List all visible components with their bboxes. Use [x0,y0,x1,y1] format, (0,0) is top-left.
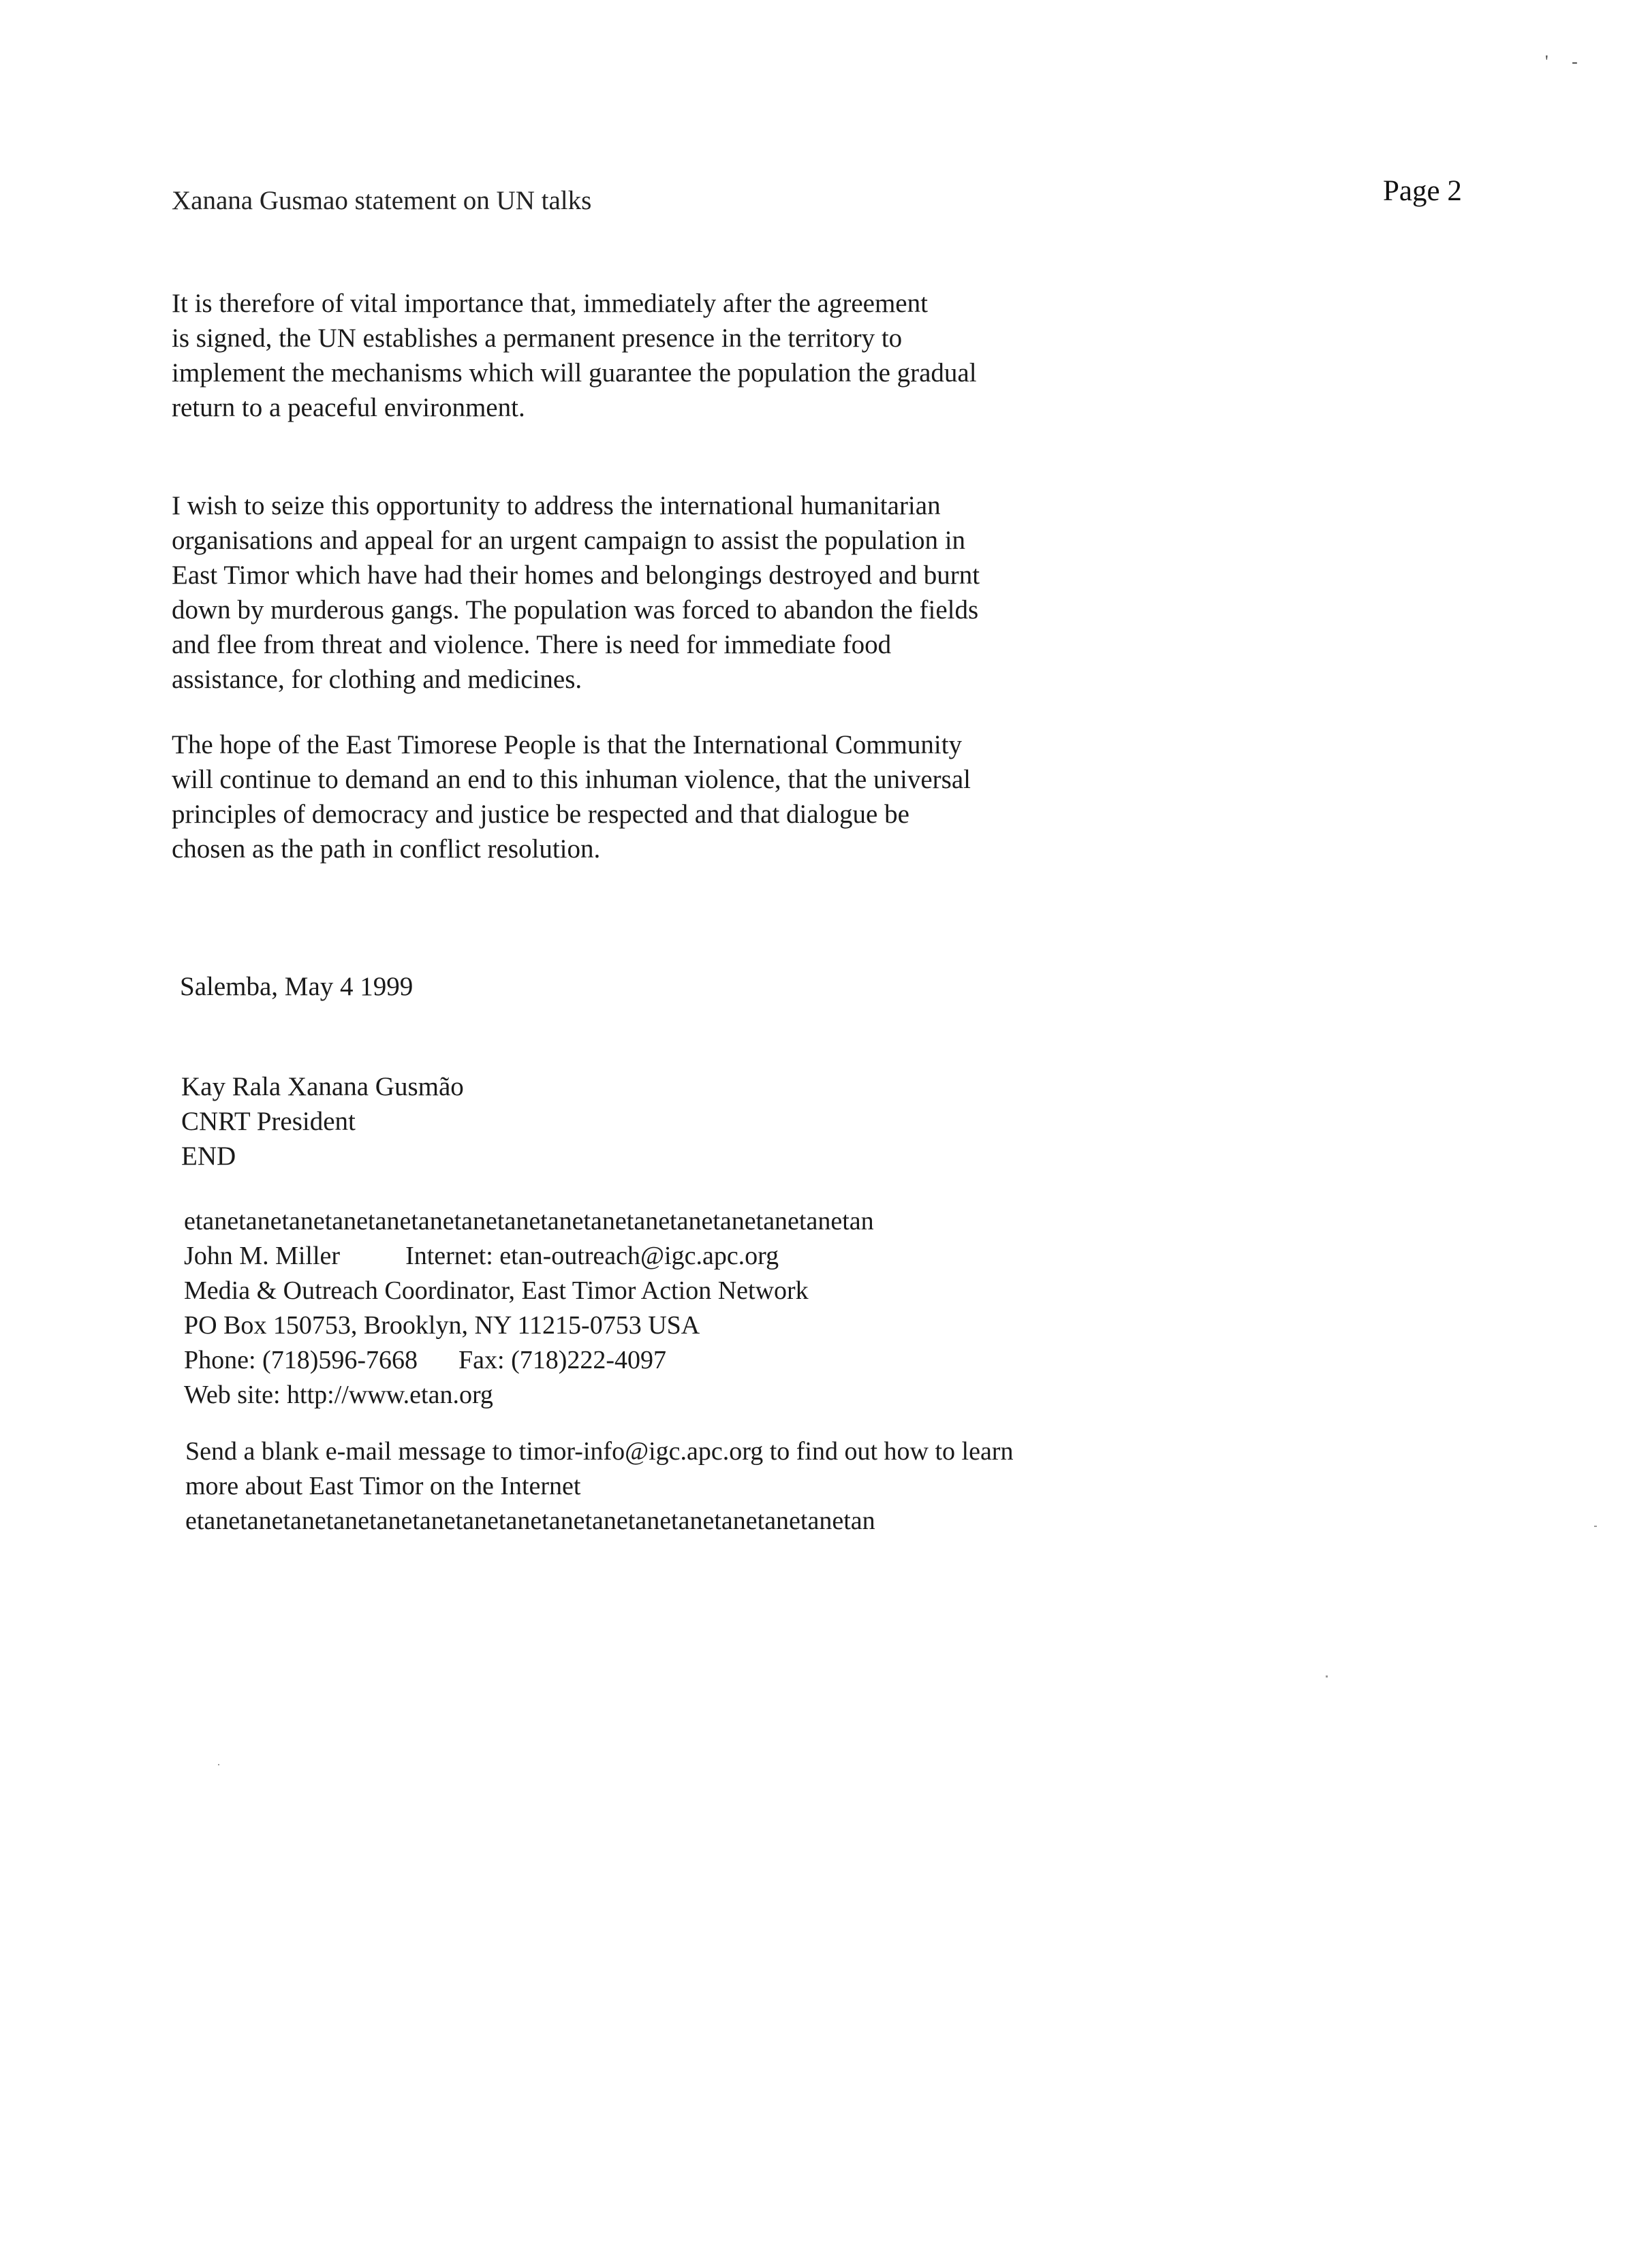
paragraph-line: principles of democracy and justice be respected and that dialogue be [172,800,909,829]
contact-title: Media & Outreach Coordinator, East Timor Action Network [184,1276,809,1305]
contact-email: Internet: etan-outreach@igc.apc.org [405,1242,779,1270]
paragraph-line: chosen as the path in conflict resolution. [172,834,601,864]
paragraph-line: assistance, for clothing and medicines. [172,665,582,694]
paragraph-line: return to a peaceful environment. [172,393,525,422]
paragraph-humanitarian-appeal [172,488,1139,697]
paragraph-line: East Timor which have had their homes and belongings destroyed and burnt [172,561,980,590]
signature-name: Kay Rala Xanana Gusmão [181,1072,464,1101]
scan-speck [1326,1675,1328,1678]
send-line: Send a blank e-mail message to timor-info@igc.apc.org to find out how to learn [185,1437,1014,1466]
paragraph-un-presence [172,286,1139,425]
paragraph-line: and flee from threat and violence. There is need for immediate food [172,630,892,659]
separator-top: etanetanetanetanetanetanetanetanetanetanetanetanetanetanetanetan [184,1207,874,1235]
contact-phone: Phone: (718)596-7668 [184,1346,418,1374]
separator-bottom: etanetanetanetanetanetanetanetanetanetanetanetanetanetanetanetan [185,1507,875,1535]
scan-speck [218,1764,219,1765]
paragraph-line: The hope of the East Timorese People is that the International Community [172,730,963,759]
scan-speck [1594,1526,1597,1527]
paragraph-line: implement the mechanisms which will guarantee the population the gradual [172,358,977,388]
paragraph-line: down by murderous gangs. The population was forced to abandon the fields [172,595,979,625]
dateline: Salemba, May 4 1999 [180,972,414,1001]
contact-address: PO Box 150753, Brooklyn, NY 11215-0753 USA [184,1311,700,1340]
paragraph-line: organisations and appeal for an urgent campaign to assist the population in [172,526,966,555]
paragraph-line: I wish to seize this opportunity to address the international humanitarian [172,491,941,520]
end-marker: END [181,1141,236,1171]
contact-name: John M. Miller [184,1242,341,1270]
page-number: Page 2 [1383,175,1462,207]
document-header-title: Xanana Gusmao statement on UN talks [172,186,592,215]
contact-fax: Fax: (718)222-4097 [458,1346,667,1374]
contact-line [184,1239,874,1274]
send-line: more about East Timor on the Internet [185,1472,581,1500]
paragraph-line: is signed, the UN establishes a permanent presence in the territory to [172,324,903,353]
mailing-info [185,1434,1013,1539]
signature-block [181,1069,464,1174]
signature-role: CNRT President [181,1107,356,1136]
phone-fax-line [184,1343,874,1378]
paragraph-line: It is therefore of vital importance that, immediately after the agreement [172,289,928,318]
contact-footer [184,1204,874,1413]
scan-artifact-mark: ' - [1545,52,1587,72]
paragraph-hope [172,727,1139,866]
paragraph-line: will continue to demand an end to this inhuman violence, that the universal [172,765,971,794]
contact-website: Web site: http://www.etan.org [184,1381,493,1409]
